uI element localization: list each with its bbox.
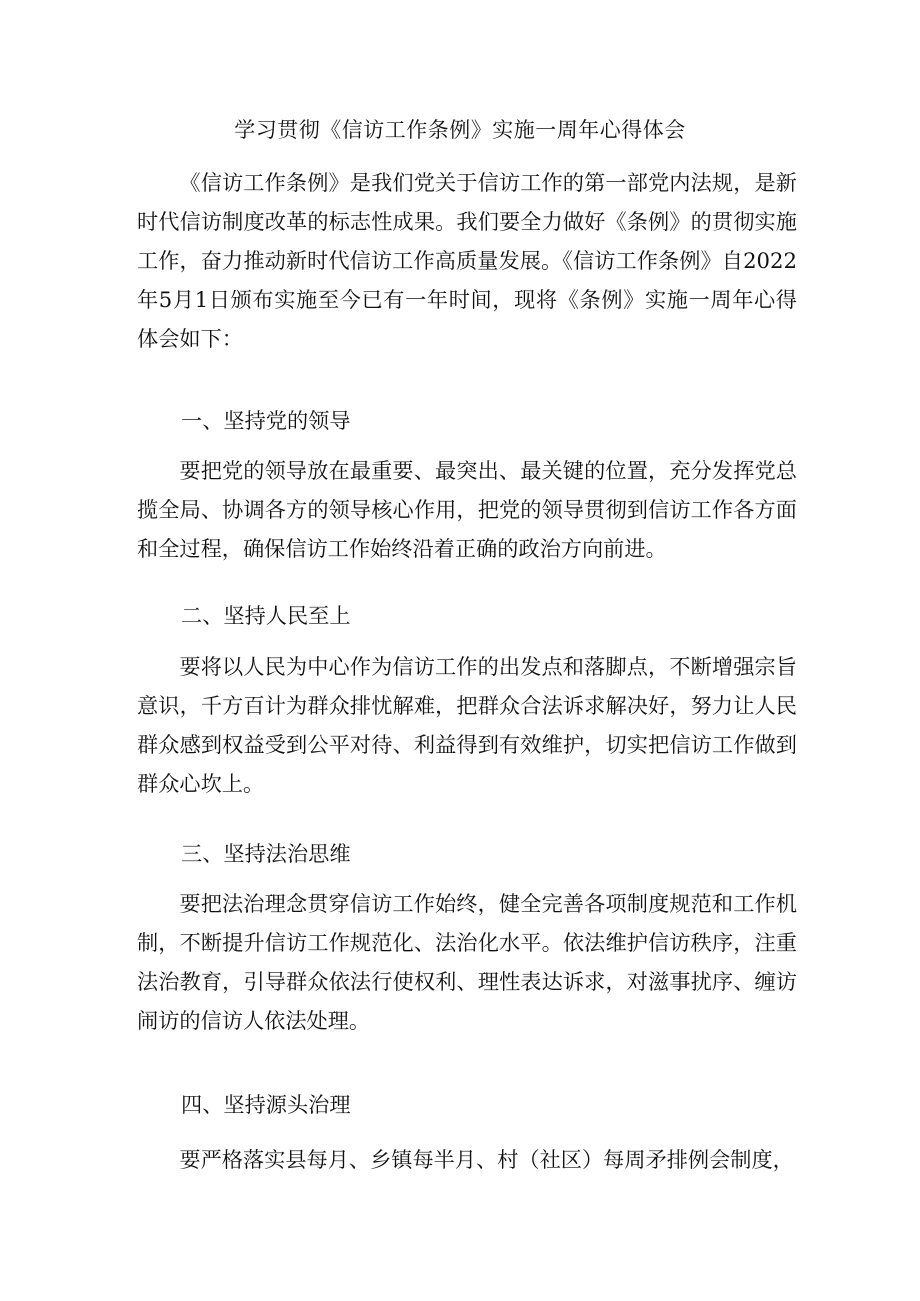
section-body-2: 要将以人民为中心作为信访工作的出发点和落脚点，不断增强宗旨意识，千方百计为群众排忧解难，把群众合法诉求解决好，努力让人民群众感到权益受到公平对待、利益得到有效维护，切实把信访工作做到群众心坎上。 [137,654,797,796]
section-body-3: 要把法治理念贯穿信访工作始终，健全完善各项制度规范和工作机制，不断提升信访工作规范化、法治化水平。依法维护信访秩序，注重法治教育，引导群众依法行使权利、理性表达诉求，对滋事扰序、缠访闹访的信访人依法处理。 [137,891,797,1033]
intro-paragraph: 《信访工作条例》是我们党关于信访工作的第一部党内法规，是新时代信访制度改革的标志性成果。我们要全力做好《条例》的贯彻实施工作，奋力推动新时代信访工作高质量发展。《信访工作条例》自2022年5月1日颁布实施至今已有一年时间，现将《条例》实施一周年心得体会如下： [137,170,797,351]
section-body-1: 要把党的领导放在最重要、最突出、最关键的位置，充分发挥党总揽全局、协调各方的领导核心作用，把党的领导贯彻到信访工作各方面和全过程，确保信访工作始终沿着正确的政治方向前进。 [137,458,797,561]
section-body-4: 要严格落实县每月、乡镇每半月、村（社区）每周矛排例会制度， [179,1147,794,1172]
section-heading-3: 三、坚持法治思维 [181,841,351,866]
section-heading-4: 四、坚持源头治理 [181,1092,351,1117]
section-heading-1: 一、坚持党的领导 [181,408,351,433]
document-title: 学习贯彻《信访工作条例》实施一周年心得体会 [234,118,686,142]
section-heading-2: 二、坚持人民至上 [181,603,351,628]
